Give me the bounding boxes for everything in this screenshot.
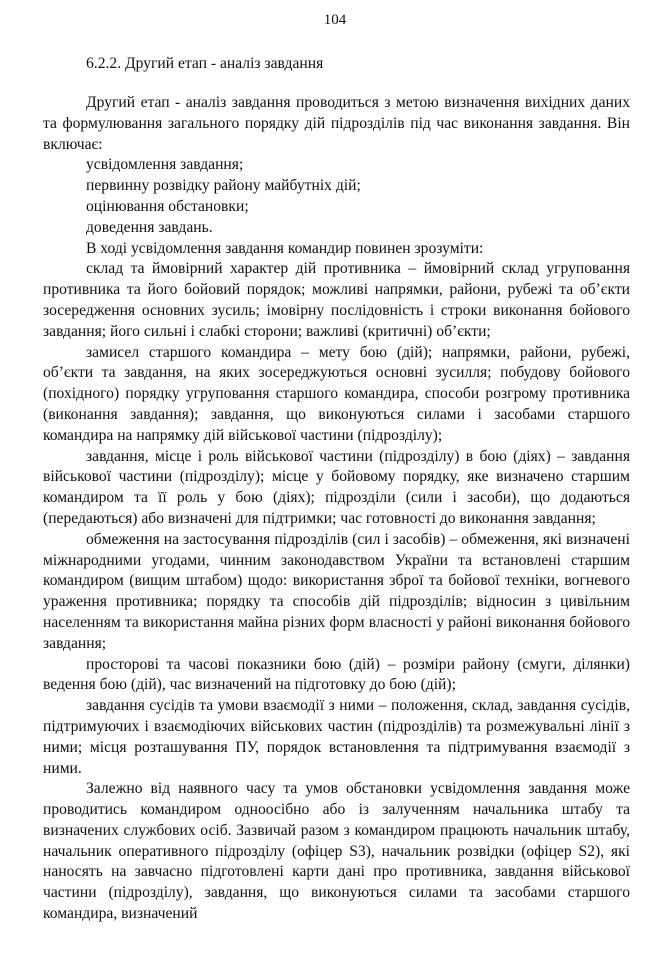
point-paragraph: просторові та часові показники бою (дій) – розміри району (смуги, ділянки) ведення бою (дій), час визначений на підготовку до бою (дій); [43,655,630,694]
point-paragraph: завдання, місце і роль військової частини (підрозділу) в бою (діях) – завдання військової частини (підрозділу); місце у бойовому порядку, яке визначено старшим командиром та її роль у бою (діях); підрозділи (сили і засоби), що додаються (передаються) або визначені для підтримки; час готовності до виконання завдання; [43,447,630,527]
page-number: 104 [323,12,347,28]
point-paragraph: завдання сусідів та умови взаємодії з ними – положення, склад, завдання сусідів, підтримуючих і взаємодіючих військових частин (підрозділів) та розмежувальні лінії з ними; місця розташування ПУ, порядок встановлення та підтримування взаємодії з ними. [43,697,630,777]
list-item: оцінювання обстановки; [86,197,249,215]
closing-paragraph: Залежно від наявного часу та умов обстановки усвідомлення завдання може проводитись командиром одноосібно або із залученням начальника штабу та визначених службових осіб. Зазвичай разом з командиром працюють начальник штабу, начальник оперативного підрозділу (офіцер S3), начальник розвідки (офіцер S2), які наносять на завчасно підготовлені карти дані про противника, завдання військової частини (підрозділу), завдання, що виконуються силами та засобами старшого командира, визначений [43,780,630,923]
intro-paragraph: Другий етап - аналіз завдання проводиться з метою визначення вихідних даних та формулювання загального порядку дій підрозділів під час виконання завдання. Він включає: [43,94,630,153]
list-item: доведення завдань. [86,218,213,236]
document-body [43,93,630,925]
list-item: усвідомлення завдання; [86,156,244,174]
point-paragraph: обмеження на застосування підрозділів (сил і засобів) – обмеження, які визначені міжнародними угодами, чинним законодавством України та встановлені старшим командиром (вищим штабом) щодо: використання зброї та бойової техніки, вогневого ураження противника; порядку та способів дій підрозділів; відносин з цивільним населенням та використання майна різних форм власності у районі виконання бойового завдання; [43,530,630,652]
section-heading: 6.2.2. Другий етап - аналіз завдання [86,55,324,72]
point-paragraph: замисел старшого командира – мету бою (дій); напрямки, райони, рубежі, об’єкти та завдання, на яких зосереджуються основні зусилля; побудову бойового (похідного) порядку угруповання старшого командира, способи розгрому противника (виконання завдання); завдання, що виконуються силами і засобами старшого командира на напрямку дій військової частини (підрозділу); [43,343,630,444]
lead-paragraph: В ході усвідомлення завдання командир повинен зрозуміти: [86,239,484,257]
point-paragraph: склад та ймовірний характер дій противника – ймовірний склад угруповання противника та його бойовий порядок; можливі напрямки, райони, рубежі та об’єкти зосередження основних зусиль; імовірну послідовність і строки виконання бойового завдання; його сильні і слабкі сторони; важливі (критичні) об’єкти; [43,260,630,340]
list-item: первинну розвідку району майбутніх дій; [86,177,361,195]
